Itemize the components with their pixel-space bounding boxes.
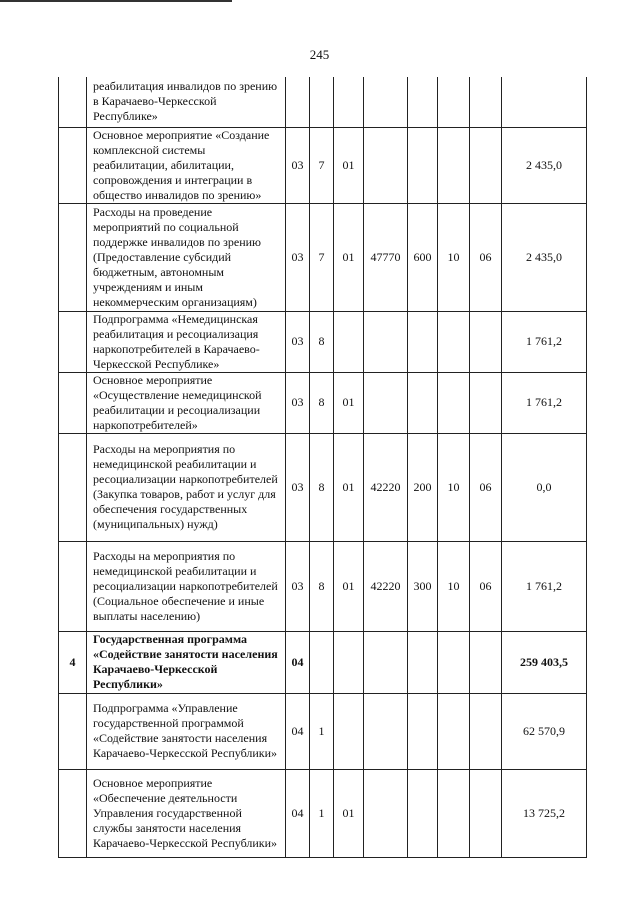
table-row (59, 372, 587, 433)
cell-c1: 03 (286, 203, 310, 311)
cell-c4: 42220 (364, 433, 408, 541)
cell-c4: 42220 (364, 541, 408, 631)
cell-description: реабилитация инвалидов по зрению в Карачаево-Черкесской Республике» (87, 77, 286, 127)
cell-c6: 10 (438, 541, 470, 631)
cell-c3 (334, 693, 364, 769)
cell-amount: 0,0 (502, 433, 587, 541)
cell-amount: 259 403,5 (502, 631, 587, 693)
cell-c4 (364, 631, 408, 693)
cell-c6 (438, 631, 470, 693)
cell-c2 (310, 77, 334, 127)
cell-c6: 10 (438, 433, 470, 541)
cell-c1: 03 (286, 433, 310, 541)
cell-c7 (470, 769, 502, 857)
cell-c7: 06 (470, 433, 502, 541)
cell-c2: 7 (310, 127, 334, 203)
page-number: 245 (309, 47, 330, 62)
cell-amount: 2 435,0 (502, 203, 587, 311)
cell-no (59, 203, 87, 311)
table-row (59, 541, 587, 631)
cell-c4 (364, 693, 408, 769)
cell-amount: 1 761,2 (502, 541, 587, 631)
cell-amount: 62 570,9 (502, 693, 587, 769)
cell-c4 (364, 77, 408, 127)
cell-c4 (364, 372, 408, 433)
cell-no (59, 127, 87, 203)
table-row (59, 203, 587, 311)
cell-c2: 1 (310, 693, 334, 769)
cell-c2: 8 (310, 311, 334, 372)
cell-c3: 01 (334, 203, 364, 311)
cell-c3: 01 (334, 769, 364, 857)
cell-description: Основное мероприятие «Создание комплексной системы реабилитации, абилитации, сопровождения и интеграции в общество инвалидов по зрению» (87, 127, 286, 203)
cell-c5 (408, 769, 438, 857)
cell-description: Подпрограмма «Немедицинская реабилитация и ресоциализация наркопотребителей в Карачаево-Черкесской Республике» (87, 311, 286, 372)
cell-c5 (408, 311, 438, 372)
cell-c3 (334, 311, 364, 372)
cell-c5 (408, 127, 438, 203)
table-row (59, 769, 587, 857)
cell-c6 (438, 372, 470, 433)
cell-c2: 7 (310, 203, 334, 311)
cell-c1: 03 (286, 372, 310, 433)
cell-c2 (310, 631, 334, 693)
cell-amount: 13 725,2 (502, 769, 587, 857)
cell-amount: 2 435,0 (502, 127, 587, 203)
cell-no (59, 769, 87, 857)
cell-c7: 06 (470, 541, 502, 631)
cell-c1: 03 (286, 311, 310, 372)
cell-no (59, 311, 87, 372)
cell-c7 (470, 693, 502, 769)
cell-c5: 300 (408, 541, 438, 631)
cell-c3 (334, 631, 364, 693)
cell-c6 (438, 769, 470, 857)
cell-c7 (470, 372, 502, 433)
cell-c5 (408, 372, 438, 433)
cell-c6 (438, 77, 470, 127)
cell-amount (502, 77, 587, 127)
cell-c7 (470, 127, 502, 203)
cell-no (59, 433, 87, 541)
cell-c4 (364, 311, 408, 372)
cell-c6 (438, 311, 470, 372)
table-row (59, 311, 587, 372)
cell-amount: 1 761,2 (502, 311, 587, 372)
top-rule (0, 0, 232, 2)
cell-c5 (408, 77, 438, 127)
cell-c6: 10 (438, 203, 470, 311)
cell-c3: 01 (334, 541, 364, 631)
cell-c1 (286, 77, 310, 127)
cell-c1: 03 (286, 127, 310, 203)
cell-c5: 600 (408, 203, 438, 311)
cell-c4: 47770 (364, 203, 408, 311)
cell-c3 (334, 77, 364, 127)
cell-c5 (408, 631, 438, 693)
cell-c1: 04 (286, 693, 310, 769)
cell-description: Расходы на проведение мероприятий по социальной поддержке инвалидов по зрению (Предоставление субсидий бюджетным, автономным учреждениям и иным некоммерческим организациям) (87, 203, 286, 311)
cell-description: Основное мероприятие «Осуществление немедицинской реабилитации и ресоциализации наркопотребителей» (87, 372, 286, 433)
cell-c7 (470, 77, 502, 127)
cell-amount: 1 761,2 (502, 372, 587, 433)
table-row (59, 127, 587, 203)
cell-c3: 01 (334, 127, 364, 203)
cell-description: Расходы на мероприятия по немедицинской реабилитации и ресоциализации наркопотребителей (Социальное обеспечение и иные выплаты населению) (87, 541, 286, 631)
cell-c1: 03 (286, 541, 310, 631)
cell-c4 (364, 127, 408, 203)
cell-description: Расходы на мероприятия по немедицинской реабилитации и ресоциализации наркопотребителей (Закупка товаров, работ и услуг для обеспечения государственных (муниципальных) нужд) (87, 433, 286, 541)
table-row (59, 433, 587, 541)
cell-c6 (438, 693, 470, 769)
cell-c3: 01 (334, 372, 364, 433)
cell-c7 (470, 311, 502, 372)
budget-table (58, 77, 587, 858)
cell-c3: 01 (334, 433, 364, 541)
cell-c5 (408, 693, 438, 769)
cell-c4 (364, 769, 408, 857)
cell-c2: 8 (310, 541, 334, 631)
cell-no (59, 372, 87, 433)
table-row (59, 693, 587, 769)
cell-description: Государственная программа «Содействие занятости населения Карачаево-Черкесской Республики» (87, 631, 286, 693)
cell-c7 (470, 631, 502, 693)
cell-c1: 04 (286, 631, 310, 693)
table-row (59, 631, 587, 693)
cell-no (59, 693, 87, 769)
cell-description: Основное мероприятие «Обеспечение деятельности Управления государственной службы занятости населения Карачаево-Черкесской Республики» (87, 769, 286, 857)
cell-c6 (438, 127, 470, 203)
cell-description: Подпрограмма «Управление государственной программой «Содействие занятости населения Карачаево-Черкесской Республики» (87, 693, 286, 769)
cell-c2: 8 (310, 372, 334, 433)
cell-c1: 04 (286, 769, 310, 857)
table-row (59, 77, 587, 127)
cell-no: 4 (59, 631, 87, 693)
cell-c5: 200 (408, 433, 438, 541)
cell-c2: 1 (310, 769, 334, 857)
cell-no (59, 541, 87, 631)
cell-c7: 06 (470, 203, 502, 311)
cell-c2: 8 (310, 433, 334, 541)
cell-no (59, 77, 87, 127)
